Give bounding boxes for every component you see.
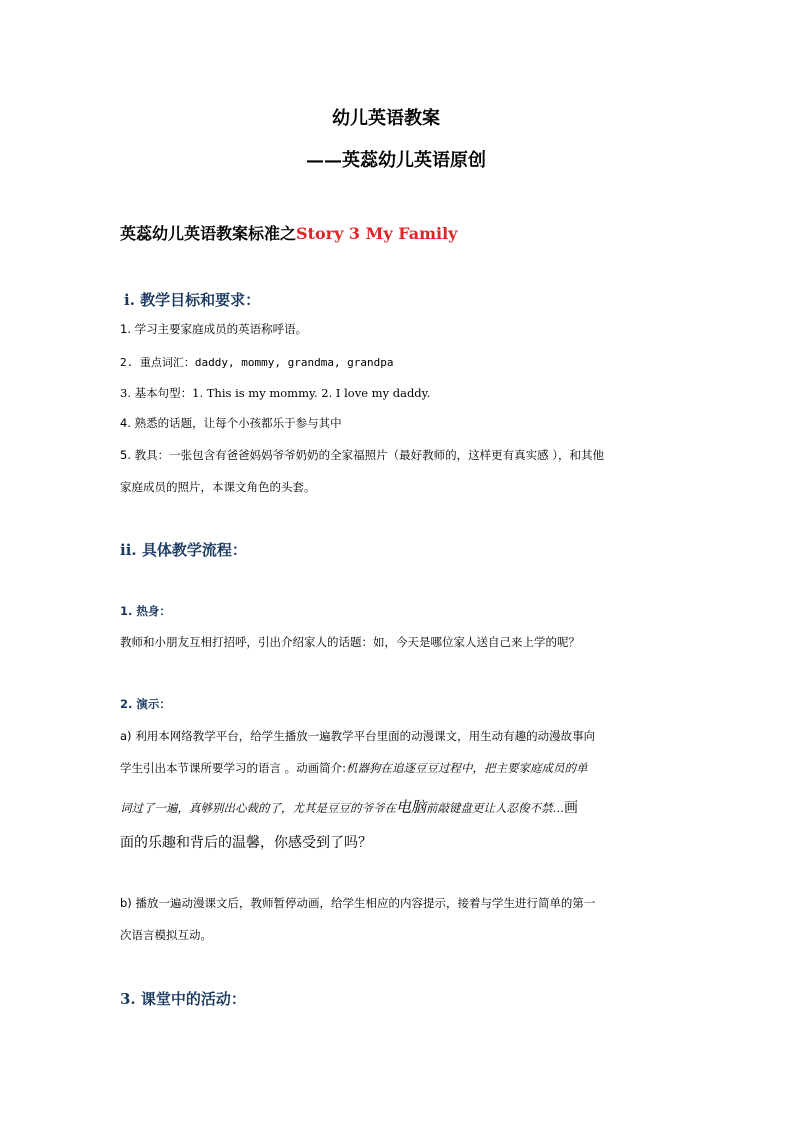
- objective-item: 1. 学习主要家庭成员的英语称呼语。: [120, 322, 308, 336]
- step2-b-line: 次语言模拟互动。: [120, 928, 212, 942]
- lesson-title: [120, 221, 457, 244]
- step1-label: 1. 热身：: [120, 604, 171, 618]
- section2-heading: [120, 539, 247, 560]
- section2-number: ⅱ.: [120, 541, 137, 559]
- step2-a-line: [120, 796, 578, 817]
- objective-item: 5. 教具：一张包含有爸爸妈妈爷爷奶奶的全家福照片（最好教师的，这样更有真实感 ），和其他: [120, 448, 605, 462]
- step3-label: 3. 课堂中的活动：: [120, 990, 246, 1008]
- objective-item: 家庭成员的照片，本课文角色的头套。: [120, 480, 316, 494]
- section1-number: ⅰ.: [124, 291, 135, 309]
- step2-label: 2. 演示：: [120, 697, 171, 711]
- section1-title: 教学目标和要求：: [140, 291, 261, 309]
- objective-item: 4. 熟悉的话题，让每个小孩都乐于参与其中: [120, 416, 342, 430]
- step2-a-plain: 学生引出本节课所要学习的语言 。动画简介:: [120, 761, 347, 775]
- step1-text: 教师和小朋友互相打招呼，引出介绍家人的话题：如，今天是哪位家人送自己来上学的呢？: [120, 635, 580, 649]
- document-subtitle: ——英蕊幼儿英语原创: [306, 150, 486, 171]
- step2-b-line: b) 播放一遍动漫课文后，教师暂停动画，给学生相应的内容提示，接着与学生进行简单的第一: [120, 896, 596, 910]
- step2-a-italic: 机器狗在追逐豆豆过程中，把主要家庭成员的单: [346, 761, 588, 775]
- step2-a-big-word: 电脑: [396, 798, 427, 816]
- step2-a-line: a) 利用本网络教学平台，给学生播放一遍教学平台里面的动漫课文，用生动有趣的动漫故事向: [120, 729, 596, 743]
- step2-a-italic: 词过了一遍，真够别出心裁的了，尤其是豆豆的爷爷在: [120, 801, 396, 815]
- document-title: 幼儿英语教案: [332, 108, 440, 129]
- section2-title: 具体教学流程：: [141, 541, 247, 559]
- step2-a-line: 面的乐趣和背后的温馨，你感受到了吗？: [120, 835, 372, 851]
- lesson-title-prefix: 英蕊幼儿英语教案标准之: [120, 224, 297, 243]
- step2-a-italic: 前敲键盘更让人忍俊不禁…: [426, 801, 565, 815]
- step2-a-plain: 画: [564, 800, 579, 816]
- step2-a-line: [120, 760, 588, 776]
- objective-item: 3. 基本句型：1. This is my mommy. 2. I love my daddy.: [120, 386, 431, 400]
- objective-item: 2. 重点词汇：daddy, mommy, grandma, grandpa: [120, 356, 394, 369]
- lesson-story-name: Story 3 My Family: [296, 224, 458, 243]
- section1-heading: [124, 289, 260, 310]
